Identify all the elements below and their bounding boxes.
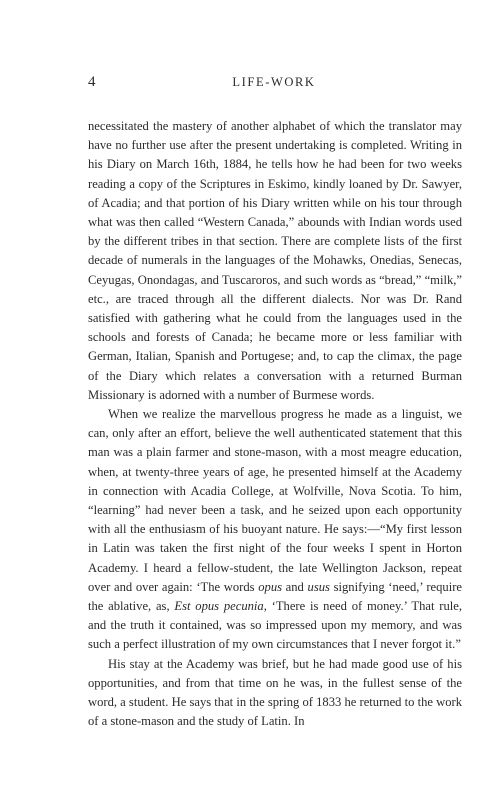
paragraph-text: signifying ‘need,’ require the ablative, as, bbox=[88, 579, 463, 614]
paragraph-text: ‘There is need of money.’ That rule, and the truth it contained, was so impressed upon my memory, and was such a perfect illustration of my own circumstances that I never forgot it.” bbox=[88, 599, 463, 652]
latin-word-opus: opus bbox=[258, 579, 283, 594]
page-header bbox=[88, 74, 460, 94]
paragraph-2 bbox=[88, 405, 462, 655]
paragraph-1 bbox=[88, 117, 462, 405]
latin-phrase: Est opus pecunia, bbox=[174, 599, 267, 614]
page-number: 4 bbox=[88, 74, 96, 90]
paragraph-text: When we realize the marvellous progress he made as a linguist, we can, only after an effort, believe the well authenticated statement that this man was a plain farmer and stone-mason, with a most meagre education, when, at twenty-three years of age, he presented himself at the Academy in connection with Acadia College, at Wolfville, Nova Scotia. To him, “learning” had never been a task, and he seized upon each opportunity with all the enthusiasm of his buoyant nature. He says:—“My first lesson in Latin was taken the first night of the four weeks I spent in Horton Academy. I heard a fellow-student, the late Wellington Jackson, repeat over and over again: ‘The words bbox=[88, 407, 462, 594]
paragraph-3 bbox=[88, 655, 462, 732]
paragraph-text: and bbox=[282, 579, 308, 594]
body-text bbox=[88, 117, 462, 732]
paragraph-text: His stay at the Academy was brief, but he had made good use of his opportunities, and from that time on he was, in the fullest sense of the word, a student. He says that in the spring of 1833 he returned to the work of a stone-mason and the study of Latin. In bbox=[88, 656, 462, 729]
latin-word-usus: usus bbox=[307, 579, 330, 594]
running-head: LIFE-WORK bbox=[232, 75, 316, 89]
paragraph-text: necessitated the mastery of another alphabet of which the translator may have no further use after the present undertaking is completed. Writing in his Diary on March 16th, 1884, he tells how he had been for two weeks reading a copy of the Scriptures in Eskimo, kindly loaned by Dr. Sawyer, of Acadia; and that portion of his Diary written while on his tour through what was then called “Western Canada,” abounds with Indian words used by the different tribes in that section. There are complete lists of the first decade of numerals in the languages of the Mohawks, Onedias, Senecas, Ceyugas, Onondagas, and Tuscaroros, and such words as “bread,” “milk,” etc., are traced through all the different dialects. Nor was Dr. Rand satisfied with gathering what he could from the languages used in the schools and forests of Canada; he became more or less familiar with German, Italian, Spanish and Portugese; and, to cap the climax, the page of the Diary which relates a conversation with a returned Burman Missionary is adorned with a number of Burmese words. bbox=[88, 119, 462, 402]
